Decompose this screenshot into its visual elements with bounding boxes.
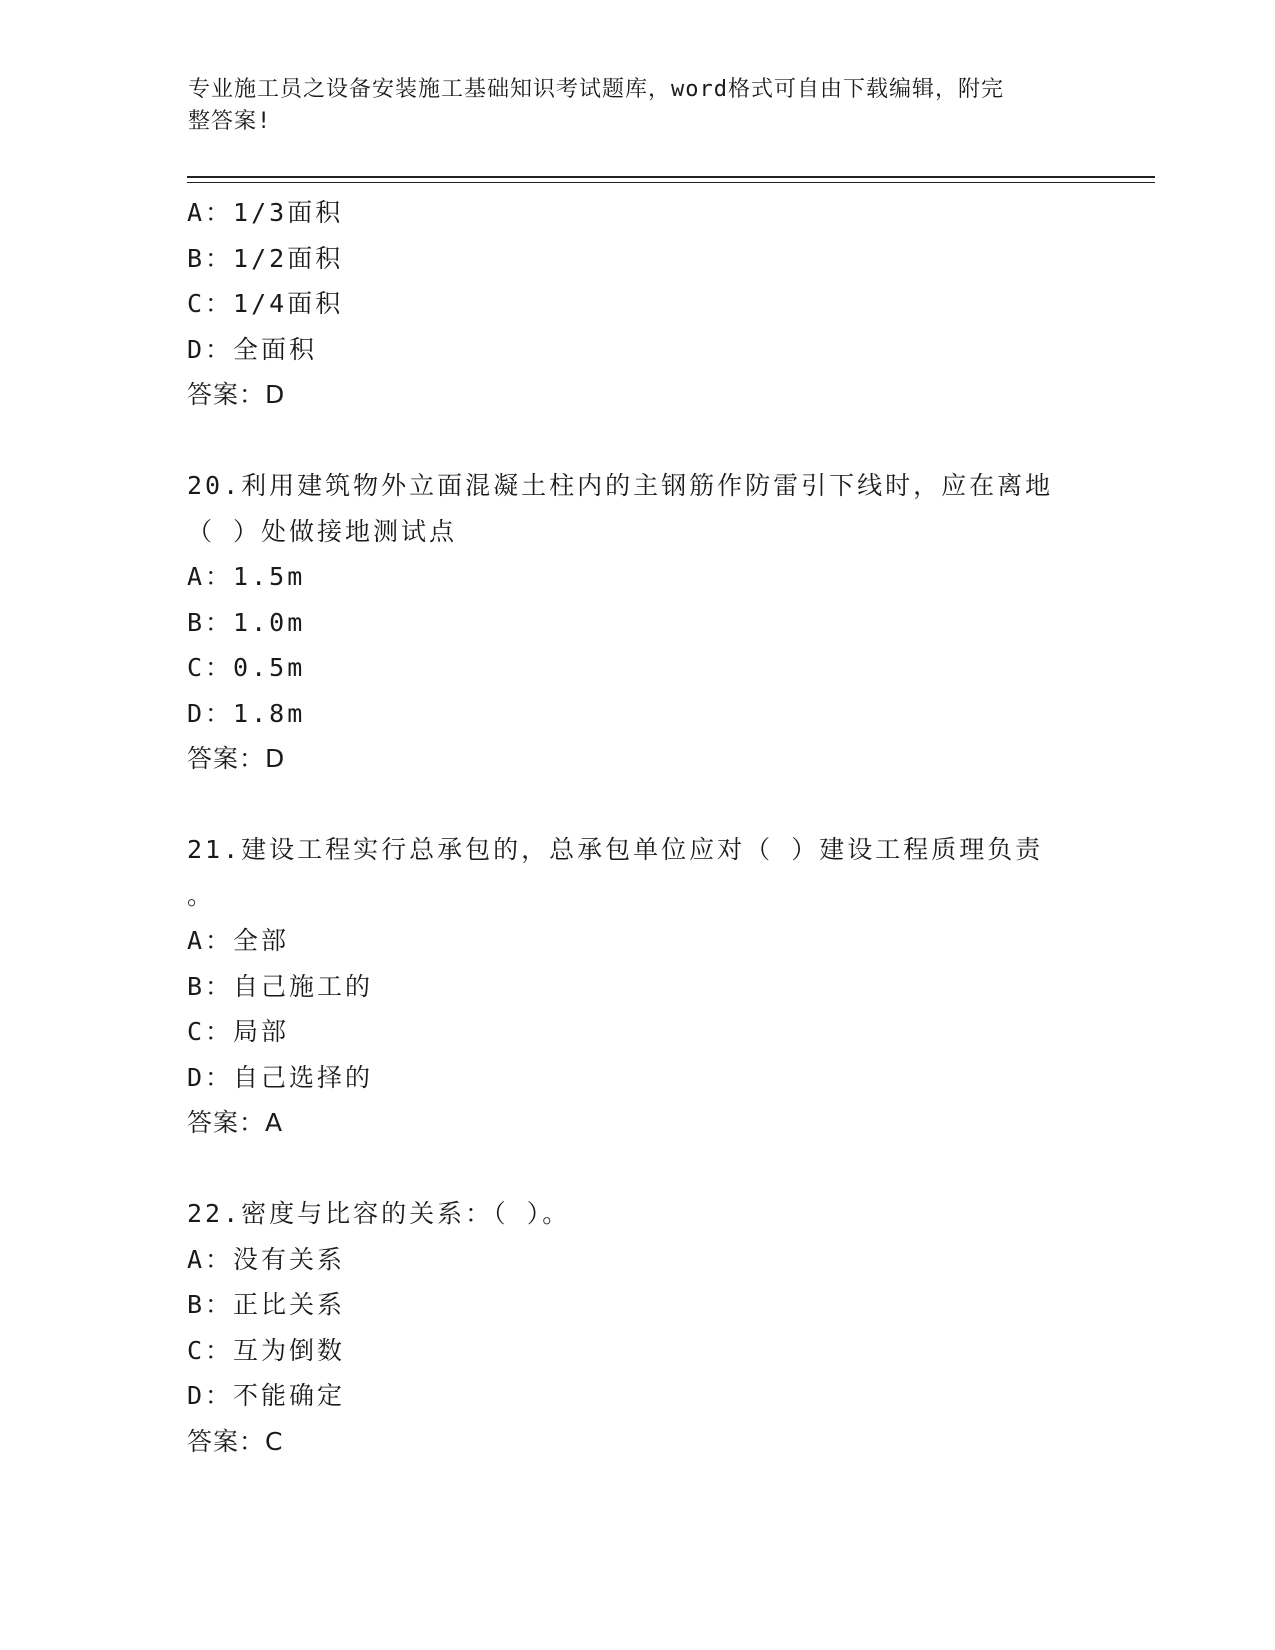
answer-line: 答案：C [187, 1426, 284, 1456]
option-b: B：1/2面积 [187, 243, 344, 273]
question-21 [187, 827, 1087, 1146]
question-list [187, 190, 1087, 1464]
question-stem-continued: 。 [187, 880, 216, 910]
document-header [188, 74, 1068, 138]
question-stem: 20.利用建筑物外立面混凝土柱内的主钢筋作防雷引下线时，应在离地 [187, 471, 1054, 500]
question-20 [187, 463, 1087, 782]
spacer [187, 782, 1087, 828]
option-c: C：互为倒数 [187, 1335, 346, 1365]
option-a: A：没有关系 [187, 1244, 346, 1274]
question-stem: 21.建设工程实行总承包的，总承包单位应对（ ）建设工程质理负责 [187, 835, 1044, 864]
question-stem: 22.密度与比容的关系：（ ）。 [187, 1199, 571, 1228]
answer-line: 答案：D [187, 744, 286, 773]
option-b: B：自己施工的 [187, 971, 374, 1001]
header-divider-thick [187, 176, 1155, 178]
option-d: D：不能确定 [187, 1381, 346, 1410]
spacer [187, 1146, 1087, 1192]
option-d: D：全面积 [187, 334, 318, 364]
question-stem-continued: （ ）处做接地测试点 [187, 516, 458, 546]
option-b: B：1.0m [187, 607, 306, 637]
option-a: A：1/3面积 [187, 198, 344, 227]
question-19 [187, 190, 1087, 418]
option-d: D：自己选择的 [187, 1062, 374, 1092]
option-a: A：1.5m [187, 562, 306, 591]
spacer [187, 418, 1087, 464]
option-b: B：正比关系 [187, 1290, 346, 1319]
option-c: C：1/4面积 [187, 289, 344, 318]
answer-line: 答案：D [187, 380, 286, 409]
question-22 [187, 1191, 1087, 1464]
option-a: A：全部 [187, 926, 290, 955]
option-d: D：1.8m [187, 698, 306, 728]
header-line-1: 专业施工员之设备安装施工基础知识考试题库，word格式可自由下载编辑，附完 [188, 77, 1004, 102]
option-c: C：局部 [187, 1017, 290, 1046]
answer-line: 答案：A [187, 1108, 284, 1137]
header-line-2: 整答案! [188, 109, 272, 134]
header-divider-thin [187, 182, 1155, 183]
option-c: C：0.5m [187, 653, 306, 682]
